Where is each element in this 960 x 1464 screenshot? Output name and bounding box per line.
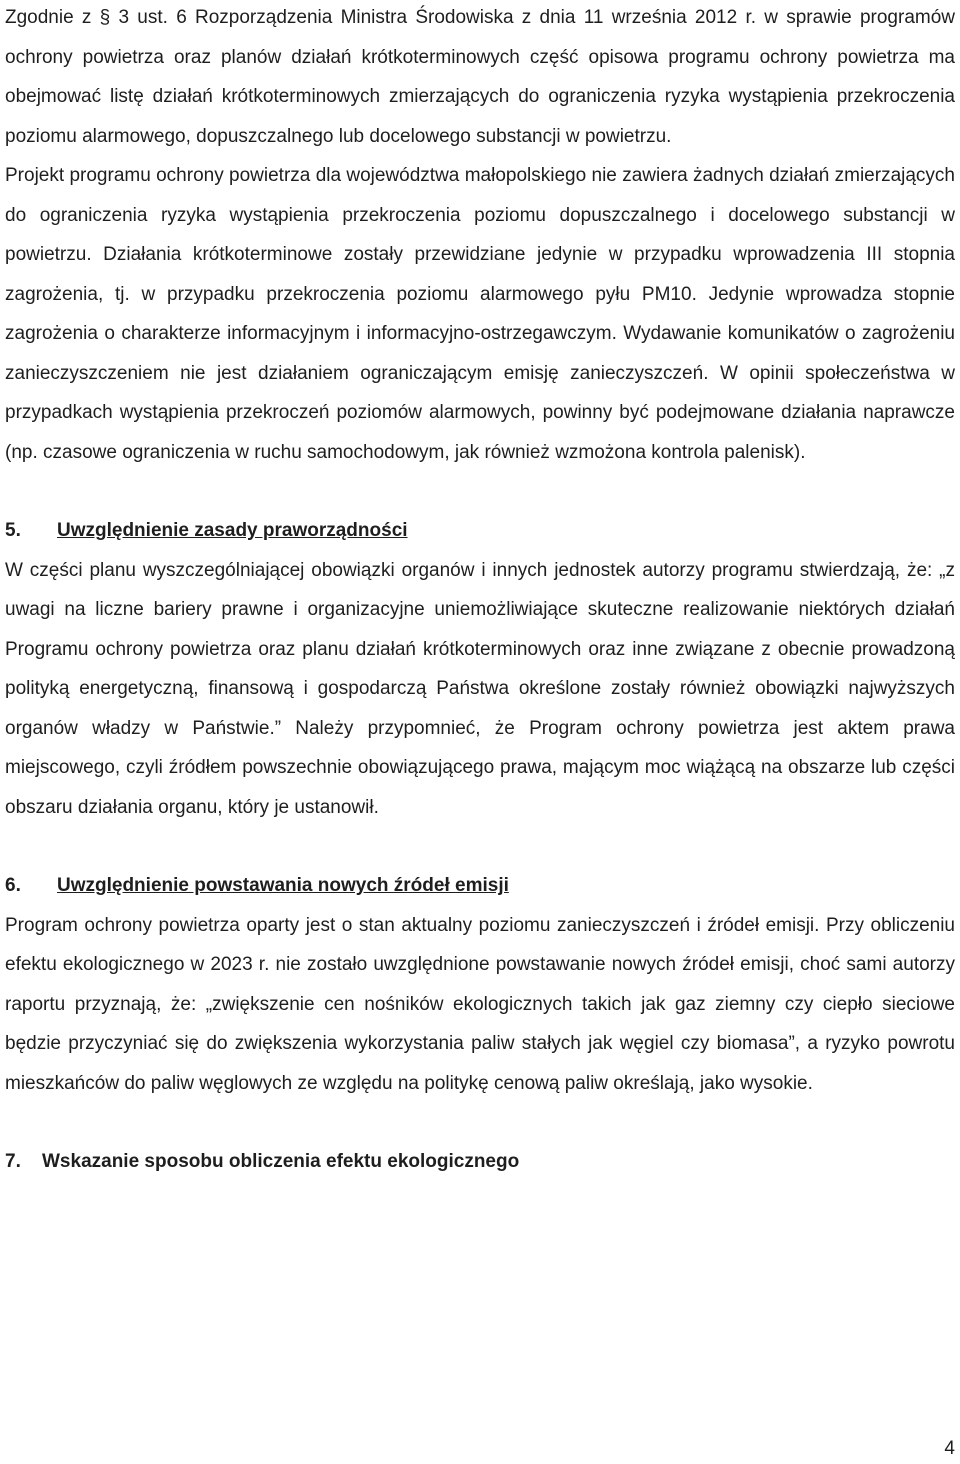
spacer <box>5 827 955 866</box>
section-number: 5. <box>5 520 21 541</box>
spacer <box>5 1103 955 1142</box>
section-title: Uwzględnienie zasady praworządności <box>57 520 408 541</box>
paragraph-regulation: Zgodnie z § 3 ust. 6 Rozporządzenia Ministra Środowiska z dnia 11 września 2012 r. w sprawie programów ochrony powietrza oraz planów działań krótkoterminowych część opisowa programu ochrony powietrza ma obejmować listę działań krótkoterminowych zmierzających do ograniczenia ryzyka wystąpienia przekroczenia poziomu alarmowego, dopuszczalnego lub docelowego substancji w powietrzu. <box>5 7 955 147</box>
document-page <box>5 0 955 1182</box>
section-title: Uwzględnienie powstawania nowych źródeł emisji <box>57 875 509 896</box>
spacer <box>5 472 955 511</box>
section-heading-5 <box>5 511 955 551</box>
section-title: Wskazanie sposobu obliczenia efektu ekologicznego <box>42 1151 520 1172</box>
section-heading-6 <box>5 866 955 906</box>
page-number: 4 <box>944 1438 955 1459</box>
section-6-body: Program ochrony powietrza oparty jest o stan aktualny poziomu zanieczyszczeń i źródeł emisji. Przy obliczeniu efektu ekologicznego w 2023 r. nie zostało uwzględnione powstawanie nowych źródeł emisji, choć sami autorzy raportu przyznają, że: „zwiększenie cen nośników ekologicznych takich jak gaz ziemny czy ciepło sieciowe będzie przyczyniać się do zwiększenia wykorzystania paliw stałych jak węgiel czy biomasa”, a ryzyko powrotu mieszkańców do paliw węglowych ze względu na politykę cenową paliw określają, jako wysokie. <box>5 914 955 1094</box>
paragraph-project-assessment: Projekt programu ochrony powietrza dla województwa małopolskiego nie zawiera żadnych działań zmierzających do ograniczenia ryzyka wystąpienia przekroczenia poziomu dopuszczalnego i docelowego substancji w powietrzu. Działania krótkoterminowe zostały przewidziane jedynie w przypadku wprowadzenia III stopnia zagrożenia, tj. w przypadku przekroczenia poziomu alarmowego pyłu PM10. Jedynie wprowadza stopnie zagrożenia o charakterze informacyjnym i informacyjno-ostrzegawczym. Wydawanie komunikatów o zagrożeniu zanieczyszczeniem nie jest działaniem ograniczającym emisję zanieczyszczeń. W opinii społeczeństwa w przypadkach wystąpienia przekroczeń poziomów alarmowych, powinny być podejmowane działania naprawcze (np. czasowe ograniczenia w ruchu samochodowym, jak również wzmożona kontrola palenisk). <box>5 165 955 463</box>
section-number: 6. <box>5 875 21 896</box>
section-number: 7. <box>5 1151 21 1172</box>
section-5-body: W części planu wyszczególniającej obowiązki organów i innych jednostek autorzy programu stwierdzają, że: „z uwagi na liczne bariery prawne i organizacyjne uniemożliwiające skuteczne realizowanie niektórych działań Programu ochrony powietrza oraz planu działań krótkoterminowych oraz inne związane z obecnie prowadzoną polityką energetyczną, finansową i gospodarczą Państwa określone zostały również obowiązki najwyższych organów władzy w Państwie.” Należy przypomnieć, że Program ochrony powietrza jest aktem prawa miejscowego, czyli źródłem powszechnie obowiązującego prawa, mającym moc wiążącą na obszarze lub części obszaru działania organu, który je ustanowił. <box>5 559 955 818</box>
section-heading-7 <box>5 1142 955 1182</box>
